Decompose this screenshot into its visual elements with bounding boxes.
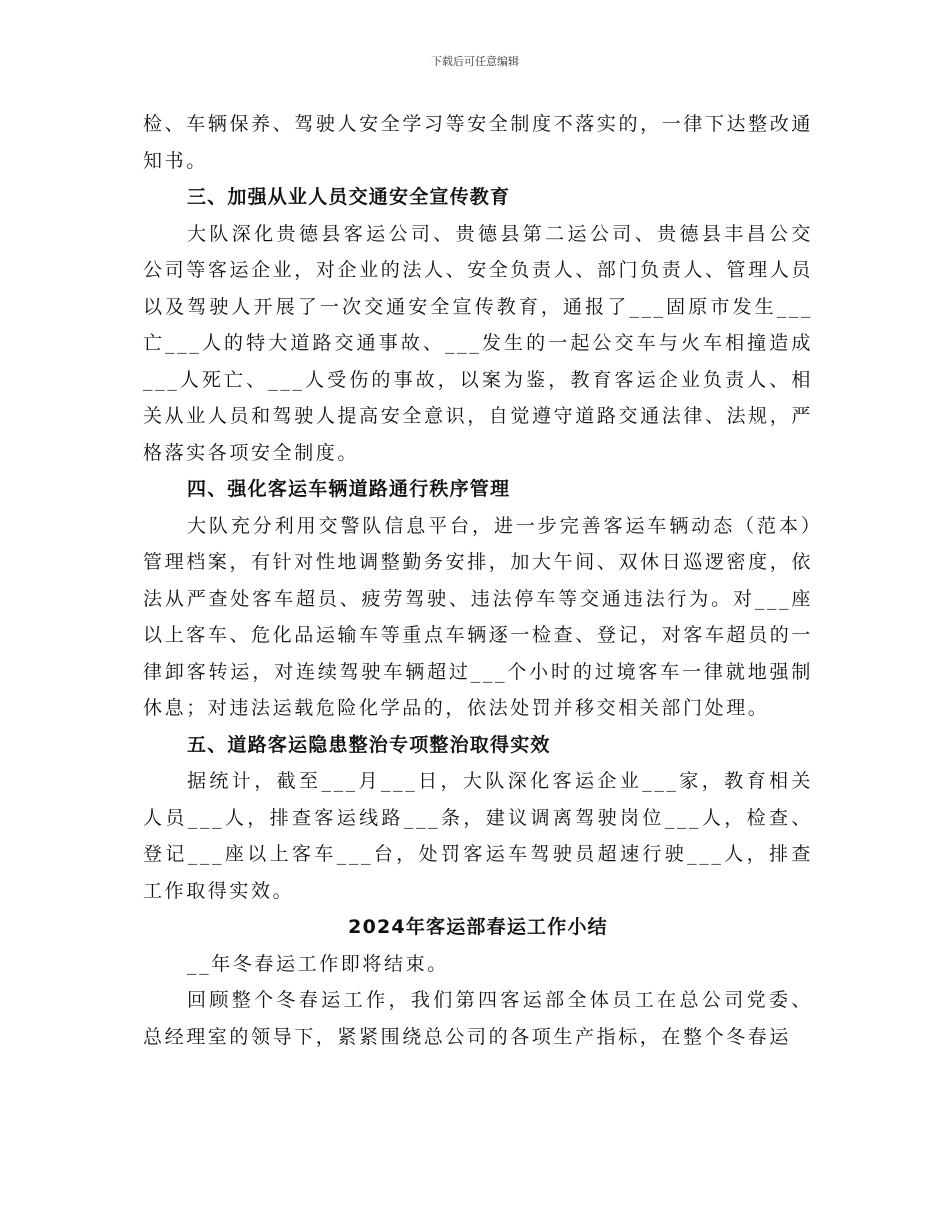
paragraph-section-5: 据统计，截至___月___日，大队深化客运企业___家，教育相关人员___人，排查客运线路___条，建议调离驾驶岗位___人，检查、登记___座以上客车___台，处罚客运车驾驶员超速行驶___人，排查工作取得实效。	[143, 770, 813, 902]
section-heading-3: 三、加强从业人员交通安全宣传教育	[187, 186, 511, 208]
paragraph-section-3: 大队深化贵德县客运公司、贵德县第二运公司、贵德县丰昌公交公司等客运企业，对企业的法人、安全负责人、部门负责人、管理人员以及驾驶人开展了一次交通安全宣传教育，通报了___固原市发生___亡___人的特大道路交通事故、___发生的一起公交车与火车相撞造成___人死亡、___人受伤的事故，以案为鉴，教育客运企业负责人、相关从业人员和驾驶人提高安全意识，自觉遵守道路交通法律、法规，严格落实各项安全制度。	[143, 222, 813, 464]
paragraph-continuation: 检、车辆保养、驾驶人安全学习等安全制度不落实的，一律下达整改通知书。	[143, 113, 813, 172]
paragraph-intro: __年冬春运工作即将结束。	[187, 952, 449, 975]
paragraph-section-4: 大队充分利用交警队信息平台，进一步完善客运车辆动态（范本）管理档案，有针对性地调整勤务安排，加大午间、双休日巡逻密度，依法从严查处客车超员、疲劳驾驶、违法停车等交通违法行为。对___座以上客车、危化品运输车等重点车辆逐一检查、登记，对客车超员的一律卸客转运，对连续驾驶车辆超过___个小时的过境客车一律就地强制休息；对违法运载危险化学品的，依法处罚并移交相关部门处理。	[143, 514, 813, 719]
header-note: 下载后可任意编辑	[431, 55, 519, 68]
document-body	[143, 106, 813, 1055]
paragraph-review: 回顾整个冬春运工作，我们第四客运部全体员工在总公司党委、总经理室的领导下，紧紧围绕总公司的各项生产指标，在整个冬春运	[143, 989, 813, 1048]
section-heading-5: 五、道路客运隐患整治专项整治取得实效	[187, 733, 551, 756]
section-heading-4: 四、强化客运车辆道路通行秩序管理	[187, 478, 511, 500]
document-title: 2024年客运部春运工作小结	[348, 916, 608, 938]
